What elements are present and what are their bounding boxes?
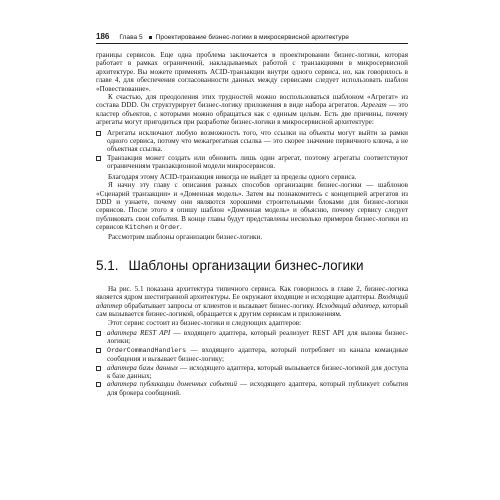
checkbox-bullet-icon <box>96 131 101 136</box>
list-item: OrderCommandHandlers — входящего адаптера, который потребляет из канала командные сообщения и вызывает бизнес-логику; <box>96 346 408 364</box>
code-kitchen: Kitchen <box>125 224 153 232</box>
paragraph: К счастью, для преодоления этих трудностей можно воспользоваться шаблоном «Агрегат» из состава DDD. Он структурирует бизнес-логику приложения в виде набора агрегатов. Агрегат — это кластер объектов, с которыми можно обращаться как с единым целым. Есть две причины, почему агрегаты могут пригодиться при разработке бизнес-логики в микросервисной архитектуре: <box>96 93 409 127</box>
checkbox-bullet-icon <box>96 382 101 387</box>
section-number: 5.1. <box>96 257 119 273</box>
paragraph: Рассмотрим шаблоны организации бизнес-логики. <box>108 232 263 241</box>
term: Входящий адаптер <box>96 293 408 310</box>
paragraph: Благодаря этому ACID-транзакция никогда не выйдет за пределы одного сервиса. <box>108 172 357 181</box>
page-body <box>96 51 408 397</box>
paragraph: Я начну эту главу с описания разных способов организации бизнес-логики — шаблонов «Сценарий транзакции» и «Доменная модель». Затем вы познакомитесь с концепцией агрегатов из DDD и узнаете, почему они являются хорошими строительными блоками для бизнес-логики сервисов. После этого я опишу шаблон «Доменная модель» и объясню, почему сервису следует публиковать свои события. В конце главы будут представлены несколько примеров бизнес-логики из сервисов Kitchen и Order. <box>96 181 408 232</box>
code-order: Order <box>160 224 180 232</box>
term: Агрегат <box>361 101 387 110</box>
chapter-label: Глава 5 <box>119 34 143 41</box>
square-bullet-icon <box>149 36 152 39</box>
term: Исходящий адаптер <box>316 301 379 310</box>
checkbox-bullet-icon <box>96 348 101 353</box>
running-header <box>96 32 408 44</box>
section-heading <box>96 258 408 273</box>
paragraph: Этот сервис состоит из бизнес-логики и следующих адаптеров: <box>108 318 302 327</box>
chapter-title: Проектирование бизнес-логики в микросервисной архитектуре <box>155 34 349 41</box>
list-item: адаптера базы данных — исходящего адаптера, который вызывается бизнес-логикой для доступа к базе данных; <box>96 364 408 381</box>
checkbox-bullet-icon <box>96 331 101 336</box>
paragraph: границы сервисов. Еще одна проблема заключается в проектировании бизнес-логики, которая работает в рамках ограничений, накладываемых работой с транзакциями в микросервисной архитектуре. Вы можете применять ACID-транзакции внутри одного сервиса, но, как говорилось в главе 4, для обеспечения согласованности данных между сервисами следует использовать шаблон «Повествование». <box>96 51 408 93</box>
list-item: адаптера REST API — входящего адаптера, который реализует REST API для вызова бизнес-логики; <box>96 329 408 346</box>
list-item: Агрегаты исключают любую возможность того, что ссылки на объекты могут выйти за рамки одного сервиса, потому что межагрегатная ссылка — это скорее значение первичного ключа, а не объектная ссылка. <box>96 129 408 154</box>
section-title: Шаблоны организации бизнес-логики <box>128 257 364 273</box>
page-number: 186 <box>96 32 110 41</box>
list-item: Транзакция может создать или обновить лишь один агрегат, поэтому агрегаты соответствуют ограничениям транзакционной модели микросервисов. <box>96 154 408 171</box>
checkbox-bullet-icon <box>96 156 101 161</box>
paragraph: На рис. 5.1 показана архитектура типичного сервиса. Как говорилось в главе 2, бизнес-логика является ядром шестигранной архитектуры. Ее окружают входящие и исходящие адаптеры. Входящий адаптер обрабатывает запросы от клиентов и вызывает бизнес-логику. Исходящий адаптер, который сам вызывается бизнес-логикой, обращается к другим сервисам и приложениям. <box>96 284 408 319</box>
list-item: адаптера публикации доменных событий — исходящего адаптера, который публикует события для брокера сообщений. <box>96 380 408 397</box>
checkbox-bullet-icon <box>96 366 101 371</box>
